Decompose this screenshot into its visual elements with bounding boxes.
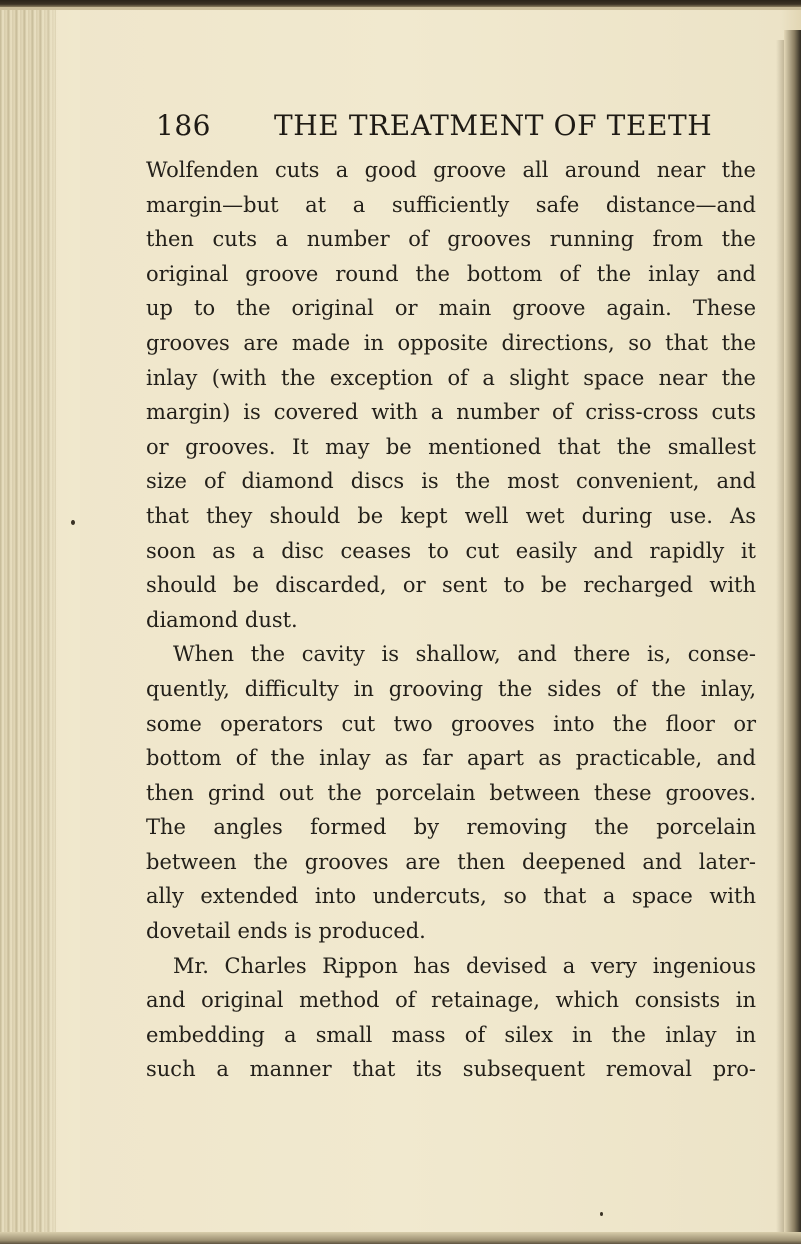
text-line: should be discarded, or sent to be recharged with <box>146 573 756 598</box>
body-text <box>146 153 756 1087</box>
text-line: dovetail ends is produced. <box>146 919 426 944</box>
page-number: 186 <box>156 109 211 142</box>
text-line: soon as a disc ceases to cut easily and rapidly it <box>146 538 756 563</box>
text-line: When the cavity is shallow, and there is, conse- <box>173 642 756 667</box>
text-line: bottom of the inlay as far apart as practicable, and <box>146 746 756 771</box>
text-line: size of diamond discs is the most convenient, and <box>146 469 756 494</box>
text-line: then cuts a number of grooves running from the <box>146 227 756 252</box>
bottom-page-edge <box>0 1232 801 1244</box>
page-edge-fade <box>40 8 80 1244</box>
top-binding-shadow <box>0 0 801 7</box>
text-line: margin—but at a sufficiently safe distance—and <box>146 192 756 217</box>
text-line: such a manner that its subsequent removal pro- <box>146 1057 756 1082</box>
text-line: or grooves. It may be mentioned that the smallest <box>146 434 756 459</box>
text-line: grooves are made in opposite directions, so that the <box>146 330 756 355</box>
text-line: ally extended into undercuts, so that a space with <box>146 884 756 909</box>
text-line: between the grooves are then deepened and later- <box>146 849 756 874</box>
text-line: quently, difficulty in grooving the sides of the inlay, <box>146 676 756 701</box>
right-gutter-shadow <box>776 40 784 1244</box>
text-line: and original method of retainage, which consists in <box>146 988 756 1013</box>
running-head: THE TREATMENT OF TEETH <box>274 109 713 142</box>
text-line: that they should be kept well wet during use. As <box>146 503 756 528</box>
text-line: inlay (with the exception of a slight space near the <box>146 365 756 390</box>
ink-speck <box>71 520 75 525</box>
text-line: embedding a small mass of silex in the inlay in <box>146 1022 756 1047</box>
text-line: diamond dust. <box>146 607 298 632</box>
text-line: original groove round the bottom of the inlay and <box>146 261 756 286</box>
page-header <box>156 105 756 155</box>
text-line: Wolfenden cuts a good groove all around near the <box>146 158 756 182</box>
text-line: some operators cut two grooves into the floor or <box>146 711 756 736</box>
text-line: Mr. Charles Rippon has devised a very ingenious <box>173 953 756 978</box>
text-line: then grind out the porcelain between these grooves. <box>146 780 756 805</box>
text-line: up to the original or main groove again. These <box>146 296 756 321</box>
text-line: The angles formed by removing the porcelain <box>146 815 756 840</box>
ink-speck <box>600 1212 603 1216</box>
right-page-edge <box>784 30 801 1244</box>
top-paper-edge <box>0 7 801 10</box>
text-line: margin) is covered with a number of criss-cross cuts <box>146 400 756 425</box>
